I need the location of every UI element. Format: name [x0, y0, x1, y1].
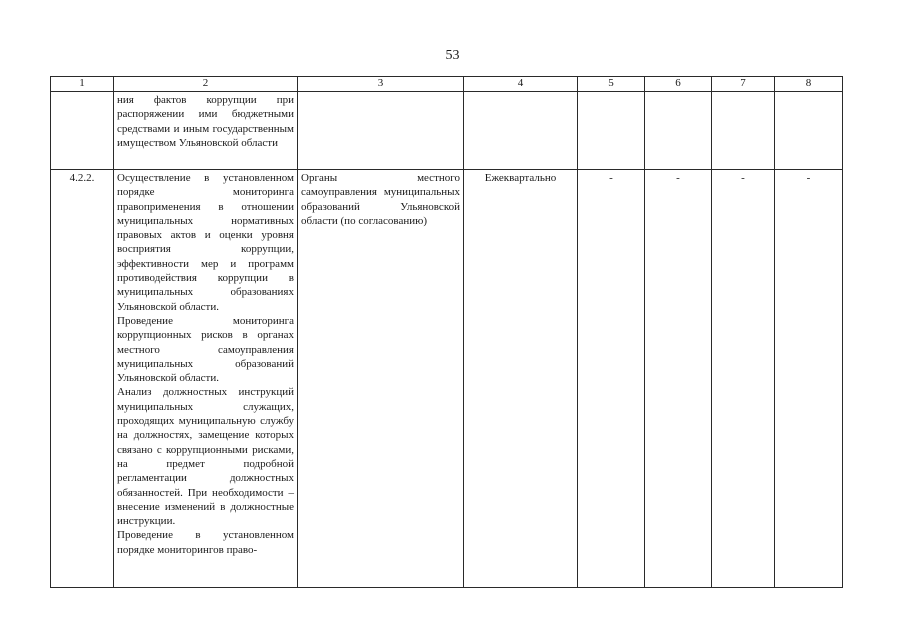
header-col-7: 7 [712, 77, 775, 92]
cell-number [51, 92, 114, 170]
table-row-continued [51, 92, 843, 170]
cell-col8 [775, 92, 843, 170]
cell-col6 [645, 92, 712, 170]
cell-col5 [578, 92, 645, 170]
cell-measure-text [114, 170, 298, 588]
measure-paragraph: Анализ должностных инструкций муниципальных служащих, проходящих муниципальную службу на должностях, замещение которых связано с коррупционными рисками, на предмет подробной регламентации должностных обязанностей. При необходимости – внесение изменений в должностные инструкции. [117, 386, 294, 528]
header-col-5: 5 [578, 77, 645, 92]
cell-executor: Органы местного самоуправления муниципальных образований Ульяновской области (по согласованию) [298, 170, 464, 588]
cell-period: Ежеквартально [464, 170, 578, 588]
table-header-row [51, 77, 843, 92]
cell-executor [298, 92, 464, 170]
cell-col8: - [775, 170, 843, 588]
page-number: 53 [445, 48, 460, 63]
cell-col5: - [578, 170, 645, 588]
cell-col6: - [645, 170, 712, 588]
header-col-2: 2 [114, 77, 298, 92]
measure-paragraph: Проведение в установленном порядке мониторингов право- [117, 529, 294, 556]
cell-col7 [712, 92, 775, 170]
cell-col7: - [712, 170, 775, 588]
header-col-4: 4 [464, 77, 578, 92]
header-col-1: 1 [51, 77, 114, 92]
header-col-6: 6 [645, 77, 712, 92]
table-row-4-2-2 [51, 170, 843, 588]
cell-measure-text: ния фактов коррупции при распоряжении ими бюджетными средствами и иным государственным имуществом Ульяновской области [114, 92, 298, 170]
measure-paragraph: Осуществление в установленном порядке мониторинга правоприменения в отношении муниципальных нормативных правовых актов и оценки уровня восприятия коррупции, эффективности мер и программ противодействия коррупции в муниципальных образованиях Ульяновской области. [117, 172, 294, 313]
header-col-8: 8 [775, 77, 843, 92]
header-col-3: 3 [298, 77, 464, 92]
cell-period [464, 92, 578, 170]
cell-number: 4.2.2. [51, 170, 114, 588]
measures-table [50, 76, 843, 588]
measure-paragraph: Проведение мониторинга коррупционных рисков в органах местного самоуправления муниципальных образований Ульяновской области. [117, 314, 294, 385]
